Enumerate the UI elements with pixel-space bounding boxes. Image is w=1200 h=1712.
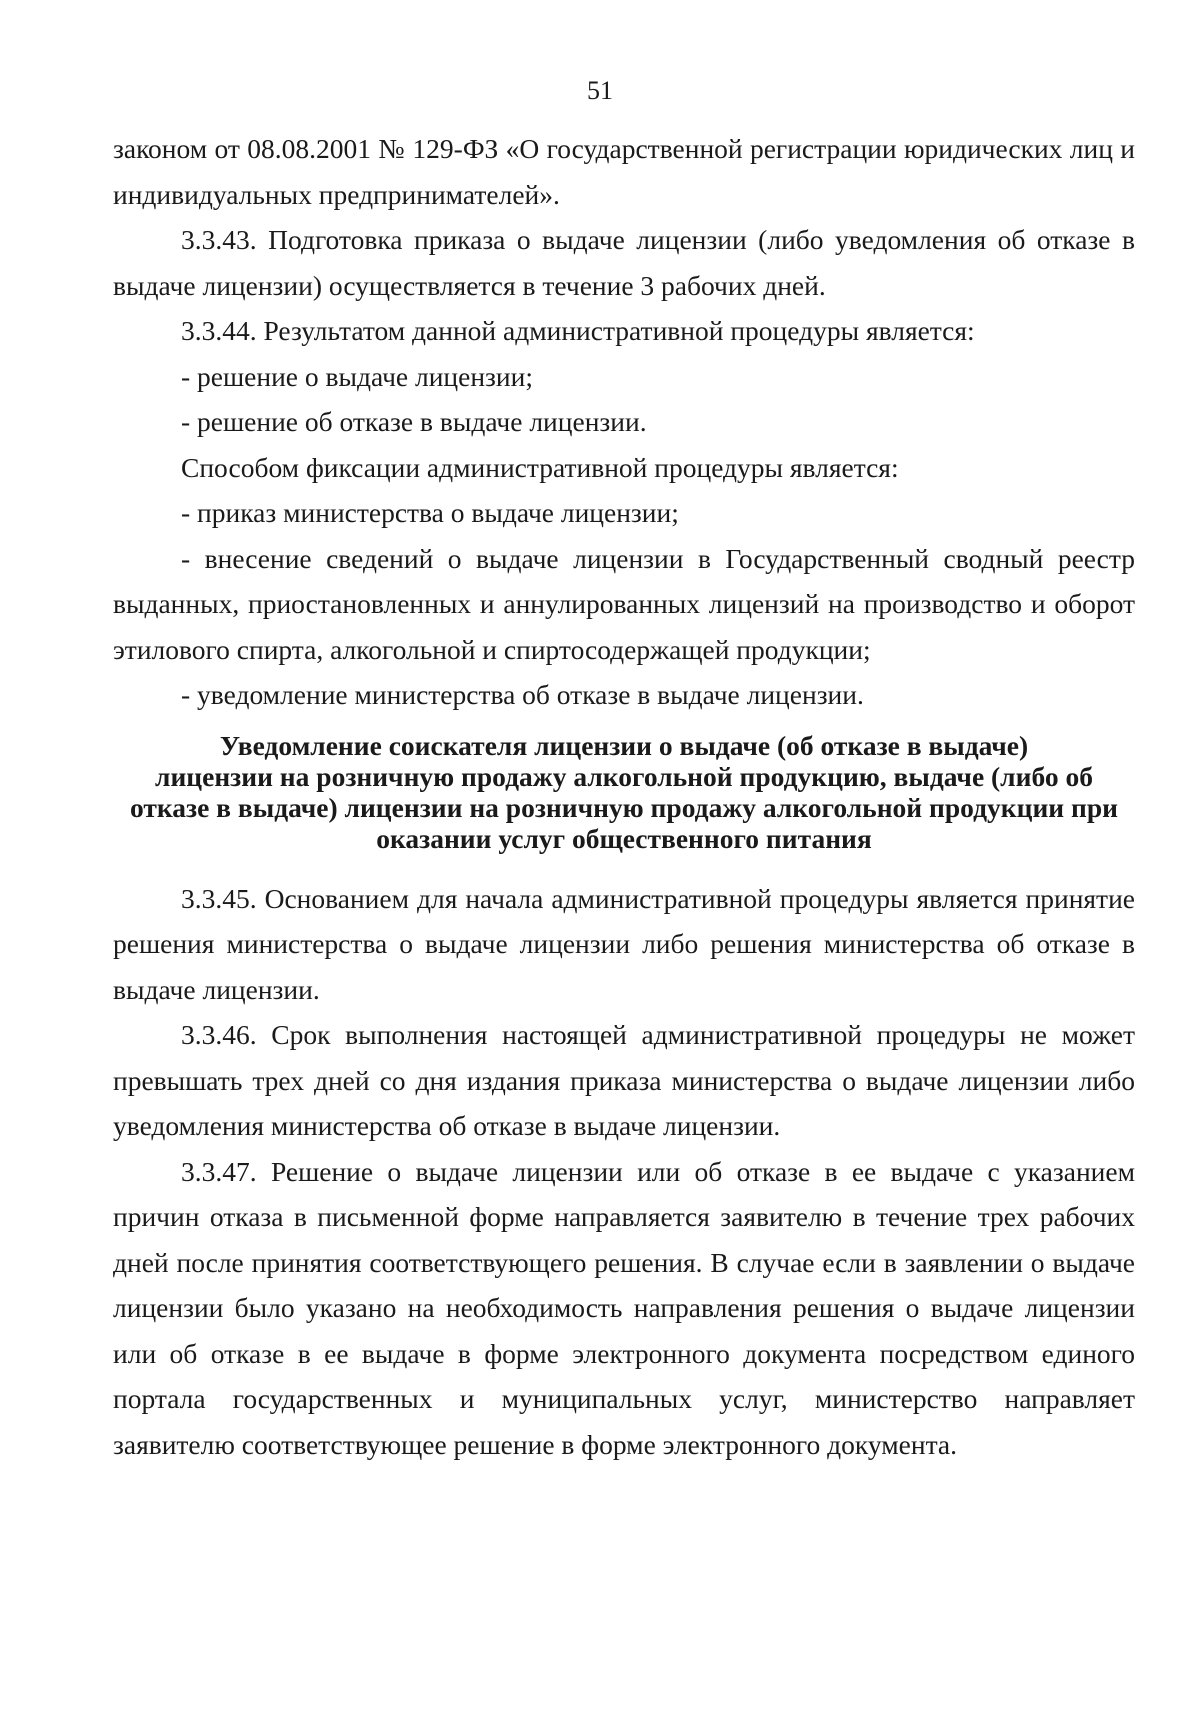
paragraph-group-top [113, 126, 1135, 718]
heading-line: Уведомление соискателя лицензии о выдаче (об отказе в выдаче) [219, 729, 1029, 761]
document-body [113, 126, 1135, 1467]
heading-line: оказании услуг общественного питания [376, 822, 872, 854]
paragraph: - решение об отказе в выдаче лицензии. [181, 406, 647, 437]
paragraph: - приказ министерства о выдаче лицензии; [181, 497, 679, 528]
paragraph: 3.3.47. Решение о выдаче лицензии или об отказе в ее выдаче с указанием причин отказа в письменной форме направляется заявителю в течение трех рабочих дней после принятия соответствующего решения. В случае если в заявлении о выдаче лицензии было указано на необходимость направления решения о выдаче лицензии или об отказе в ее выдаче в форме электронного документа посредством единого портала государственных и муниципальных услуг, министерство направляет заявителю соответствующее решение в форме электронного документа. [113, 1155, 1135, 1460]
heading-line: лицензии на розничную продажу алкогольной продукцию, выдаче (либо об [155, 760, 1093, 792]
paragraph: 3.3.46. Срок выполнения настоящей административной процедуры не может превышать трех дней со дня издания приказа министерства о выдаче лицензии либо уведомления министерства об отказе в выдаче лицензии. [113, 1019, 1135, 1141]
heading-line: отказе в выдаче) лицензии на розничную продажу алкогольной продукции при [129, 791, 1119, 823]
paragraph: Способом фиксации административной процедуры является: [181, 451, 899, 483]
paragraph: - внесение сведений о выдаче лицензии в Государственный сводный реестр выданных, приостановленных и аннулированных лицензий на производство и оборот этилового спирта, алкогольной и спиртосодержащей продукции; [113, 542, 1135, 665]
paragraph: - решение о выдаче лицензии; [181, 360, 533, 392]
section-heading [113, 730, 1135, 854]
paragraph: 3.3.45. Основанием для начала административной процедуры является принятие решения министерства о выдаче лицензии либо решения министерства об отказе в выдаче лицензии. [113, 882, 1135, 1005]
paragraph: 3.3.43. Подготовка приказа о выдаче лицензии (либо уведомления об отказе в выдаче лицензии) осуществляется в течение 3 рабочих дней. [113, 224, 1135, 301]
page-number: 51 [587, 76, 613, 105]
paragraph-group-bottom [113, 876, 1135, 1468]
paragraph: 3.3.44. Результатом данной административной процедуры является: [181, 315, 975, 346]
paragraph: - уведомление министерства об отказе в выдаче лицензии. [181, 679, 864, 710]
paragraph: законом от 08.08.2001 № 129-ФЗ «О государственной регистрации юридических лиц и индивидуальных предпринимателей». [113, 133, 1135, 210]
